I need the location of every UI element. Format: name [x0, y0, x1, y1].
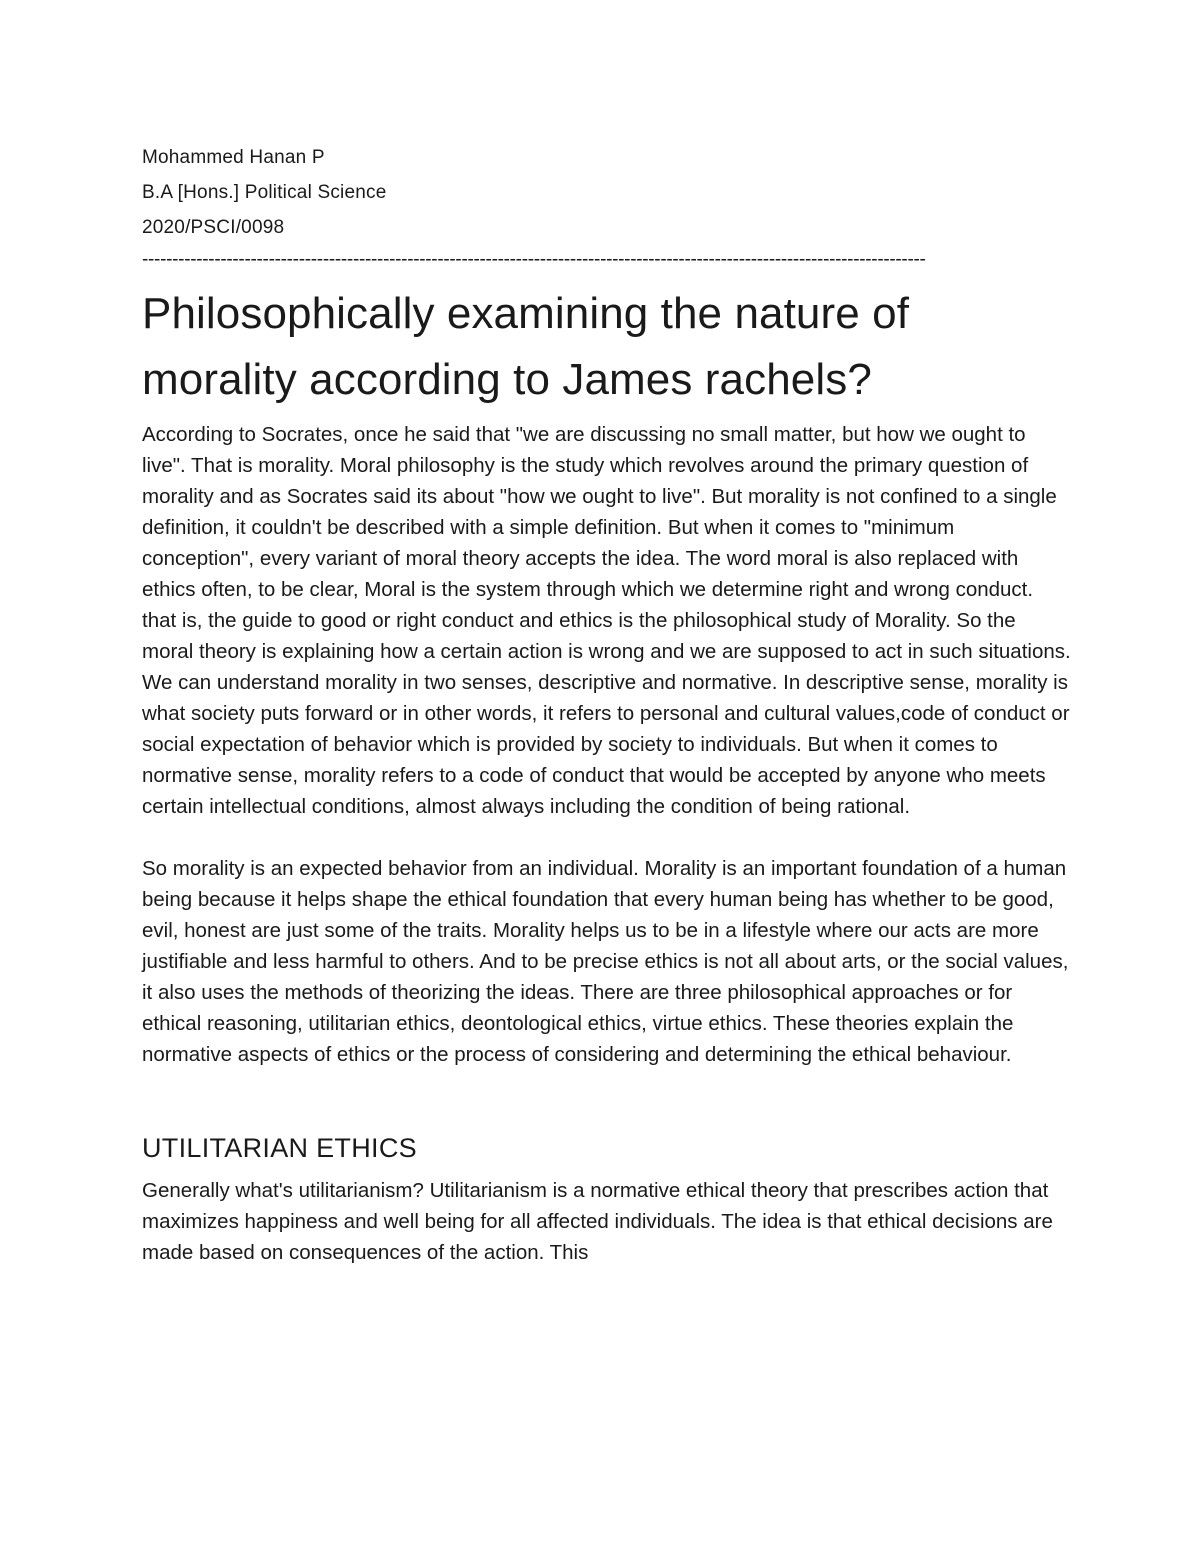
section-heading: UTILITARIAN ETHICS — [142, 1133, 417, 1163]
author-name: Mohammed Hanan P — [142, 147, 325, 168]
course-name: B.A [Hons.] Political Science — [142, 182, 387, 203]
document-title: Philosophically examining the nature of morality according to James rachels? — [142, 289, 910, 404]
dashed-divider: ---------------------------------------------------------------------------------------------------------------------------------- — [142, 249, 926, 270]
roll-number: 2020/PSCI/0098 — [142, 217, 285, 238]
section-paragraph: Generally what's utilitarianism? Utilitarianism is a normative ethical theory that prescribes action that maximizes happiness and well being for all affected individuals. The idea is that ethical decisions are made based on consequences of the action. This — [142, 1179, 1053, 1264]
document-body — [142, 140, 1072, 1268]
body-paragraph: According to Socrates, once he said that "we are discussing no small matter, but how we ought to live". That is morality. Moral philosophy is the study which revolves around the primary question of morality and as Socrates said its about "how we ought to live". But morality is not confined to a single definition, it couldn't be described with a simple definition. But when it comes to "minimum conception", every variant of moral theory accepts the idea. The word moral is also replaced with ethics often, to be clear, Moral is the system through which we determine right and wrong conduct. that is, the guide to good or right conduct and ethics is the philosophical study of Morality. So the moral theory is explaining how a certain action is wrong and we are supposed to act in such situations. We can understand morality in two senses, descriptive and normative. In descriptive sense, morality is what society puts forward or in other words, it refers to personal and cultural values,code of conduct or social expectation of behavior which is provided by society to individuals. But when it comes to normative sense, morality refers to a code of conduct that would be accepted by anyone who meets certain intellectual conditions, almost always including the condition of being rational. — [142, 423, 1071, 818]
body-paragraph: So morality is an expected behavior from an individual. Morality is an important foundation of a human being because it helps shape the ethical foundation that every human being has whether to be good, evil, honest are just some of the traits. Morality helps us to be in a lifestyle where our acts are more justifiable and less harmful to others. And to be precise ethics is not all about arts, or the social values, it also uses the methods of theorizing the ideas. There are three philosophical approaches or for ethical reasoning, utilitarian ethics, deontological ethics, virtue ethics. These theories explain the normative aspects of ethics or the process of considering and determining the ethical behaviour. — [142, 857, 1069, 1066]
